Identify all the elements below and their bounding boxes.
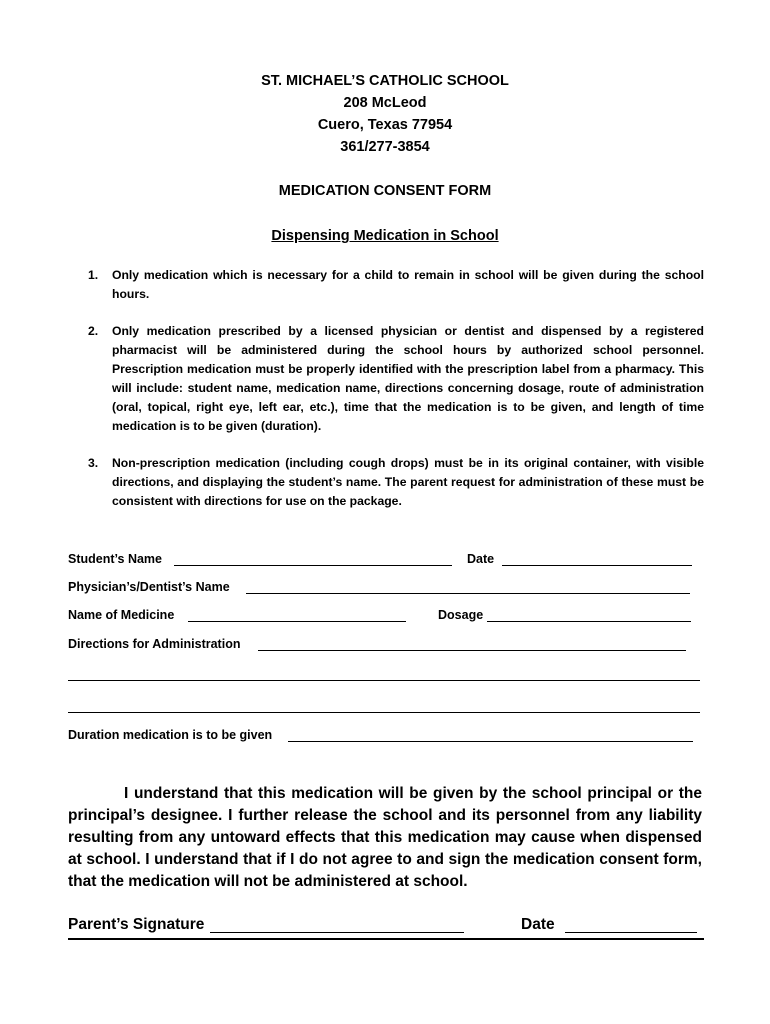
school-phone: 361/277-3854 — [340, 139, 430, 155]
physician-label: Physician’s/Dentist’s Name — [68, 580, 230, 594]
student-name-line[interactable] — [174, 565, 452, 566]
directions-line-3[interactable] — [68, 712, 700, 713]
duration-label: Duration medication is to be given — [68, 728, 273, 742]
school-street: 208 McLeod — [343, 95, 427, 111]
signature-rule — [68, 938, 704, 940]
medicine-line[interactable] — [188, 621, 406, 622]
parent-signature-label: Parent’s Signature — [68, 916, 205, 933]
rule-number: 3. — [88, 456, 99, 470]
signature-date-line[interactable] — [565, 932, 697, 933]
student-name-label: Student’s Name — [68, 552, 163, 566]
date-label: Date — [467, 552, 495, 566]
rule-number: 1. — [88, 268, 99, 282]
signature-date-label: Date — [521, 916, 555, 933]
directions-line[interactable] — [258, 650, 686, 651]
duration-line[interactable] — [288, 741, 693, 742]
directions-line-2[interactable] — [68, 680, 700, 681]
rule-item — [88, 266, 704, 304]
date-line[interactable] — [502, 565, 692, 566]
school-name: ST. MICHAEL’S CATHOLIC SCHOOL — [261, 73, 509, 89]
directions-label: Directions for Administration — [68, 637, 241, 651]
physician-line[interactable] — [246, 593, 690, 594]
dosage-label: Dosage — [438, 608, 484, 622]
form-title: MEDICATION CONSENT FORM — [278, 183, 492, 199]
section-title: Dispensing Medication in School — [271, 228, 499, 244]
dosage-line[interactable] — [487, 621, 691, 622]
rule-item — [88, 454, 704, 511]
medicine-label: Name of Medicine — [68, 608, 175, 622]
school-city: Cuero, Texas 77954 — [317, 117, 453, 133]
rules-list — [88, 266, 704, 529]
rule-text: Non-prescription medication (including cough drops) must be in its original container, with visible directions, and displaying the student’s name. The parent request for administration of these must be consistent with directions for use on the package. — [112, 456, 704, 508]
rule-number: 2. — [88, 324, 99, 338]
parent-signature-line[interactable] — [210, 932, 464, 933]
rule-item — [88, 322, 704, 436]
rule-text: Only medication which is necessary for a child to remain in school will be given during the school hours. — [112, 268, 704, 301]
rule-text: Only medication prescribed by a licensed physician or dentist and dispensed by a registered pharmacist will be administered during the school hours by authorized school personnel. Prescription medication must be properly identified with the prescription label from a pharmacy. This will include: student name, medication name, directions concerning dosage, route of administration (oral, topical, right eye, left ear, etc.), time that the medication is to be given, and length of time medication is to be given (duration). — [112, 324, 704, 433]
consent-text: I understand that this medication will be given by the school principal or the principal’s designee. I further release the school and its personnel from any liability resulting from any untoward effects that this medication may cause when dispensed at school. I understand that if I do not agree to and sign the medication consent form, that the medication will not be administered at school. — [68, 785, 702, 890]
consent-paragraph — [68, 783, 702, 893]
